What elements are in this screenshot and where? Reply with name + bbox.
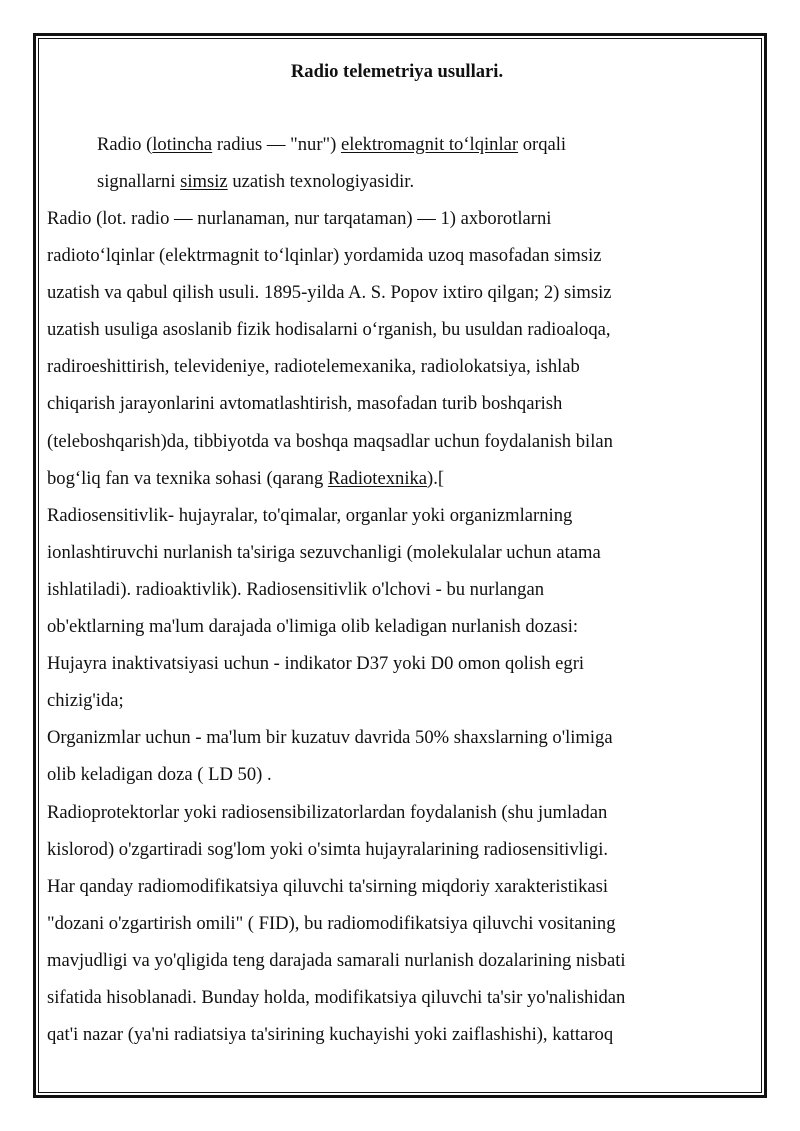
- text-line: kislorod) o'zgartiradi sog'lom yoki o'simta hujayralarining radiosensitivligi.: [47, 838, 609, 860]
- text-line: chizig'ida;: [47, 690, 124, 712]
- intro-text: Radio (: [97, 134, 153, 155]
- document-body: [47, 200, 737, 1053]
- document-title: Radio telemetriya usullari.: [290, 61, 504, 82]
- text-line: (teleboshqarish)da, tibbiyotda va boshqa maqsadlar uchun foydalanish bilan: [47, 430, 613, 452]
- text-line: "dozani o'zgartirish omili" ( FID), bu radiomodifikatsiya qiluvchi vositaning: [47, 912, 616, 934]
- intro-line-2: [97, 163, 737, 200]
- link-lotincha[interactable]: lotincha: [152, 134, 213, 155]
- text-line: Radio (lot. radio — nurlanaman, nur tarqataman) — 1) axborotlarni: [47, 208, 552, 229]
- text-line: Har qanday radiomodifikatsiya qiluvchi ta'sirning miqdoriy xarakteristikasi: [47, 875, 609, 897]
- intro-text: orqali: [518, 134, 567, 155]
- link-elektromagnit[interactable]: elektromagnit to‘lqinlar: [340, 134, 519, 155]
- text-line: ionlashtiruvchi nurlanish ta'siriga sezuvchanligi (molekulalar uchun atama: [47, 541, 601, 563]
- text-line: radiroeshittirish, televideniye, radiotelemexanika, radiolokatsiya, ishlab: [47, 356, 580, 378]
- link-radiotexnika[interactable]: Radiotexnika: [327, 467, 428, 489]
- text-line: chiqarish jarayonlarini avtomatlashtirish, masofadan turib boshqarish: [47, 393, 563, 415]
- text-line: Radioprotektorlar yoki radiosensibilizatorlardan foydalanish (shu jumladan: [47, 801, 608, 823]
- text-line: mavjudligi va yo'qligida teng darajada samarali nurlanish dozalarining nisbati: [47, 949, 626, 971]
- document-page: [47, 58, 737, 1053]
- text-line: sifatida hisoblanadi. Bunday holda, modifikatsiya qiluvchi ta'sir yo'nalishidan: [47, 986, 626, 1008]
- intro-paragraph: [97, 126, 737, 200]
- text-line: uzatish va qabul qilish usuli. 1895-yilda A. S. Popov ixtiro qilgan; 2) simsiz: [47, 282, 612, 304]
- text-line: qat'i nazar (ya'ni radiatsiya ta'sirining kuchayishi yoki zaiflashishi), kattaroq: [47, 1024, 614, 1046]
- text-line: [47, 460, 737, 497]
- text-line: Hujayra inaktivatsiyasi uchun - indikator D37 yoki D0 omon qolish egri: [47, 653, 585, 675]
- text-line: uzatish usuliga asoslanib fizik hodisalarni o‘rganish, bu usuldan radioaloqa,: [47, 319, 611, 341]
- text-span: ).: [427, 467, 438, 489]
- intro-text: uzatish texnologiyasidir.: [227, 171, 415, 192]
- text-line: ishlatiladi). radioaktivlik). Radiosensitivlik o'lchovi - bu nurlangan: [47, 578, 545, 600]
- text-line: ob'ektlarning ma'lum darajada o'limiga olib keladigan nurlanish dozasi:: [47, 616, 579, 638]
- intro-text: radius — "nur"): [212, 134, 341, 155]
- text-line: olib keladigan doza ( LD 50) .: [47, 764, 272, 786]
- link-reference-bracket[interactable]: [: [437, 467, 445, 489]
- text-line: radioto‘lqinlar (elektrmagnit to‘lqinlar) yordamida uzoq masofadan simsiz: [47, 245, 602, 267]
- text-span: bog‘liq fan va texnika sohasi (qarang: [47, 467, 328, 489]
- text-line: Radiosensitivlik- hujayralar, to'qimalar, organlar yoki organizmlarning: [47, 504, 573, 526]
- intro-line-1: [97, 126, 737, 163]
- text-line: Organizmlar uchun - ma'lum bir kuzatuv davrida 50% shaxslarning o'limiga: [47, 727, 613, 749]
- link-simsiz[interactable]: simsiz: [180, 171, 228, 192]
- intro-text: signallarni: [97, 171, 181, 192]
